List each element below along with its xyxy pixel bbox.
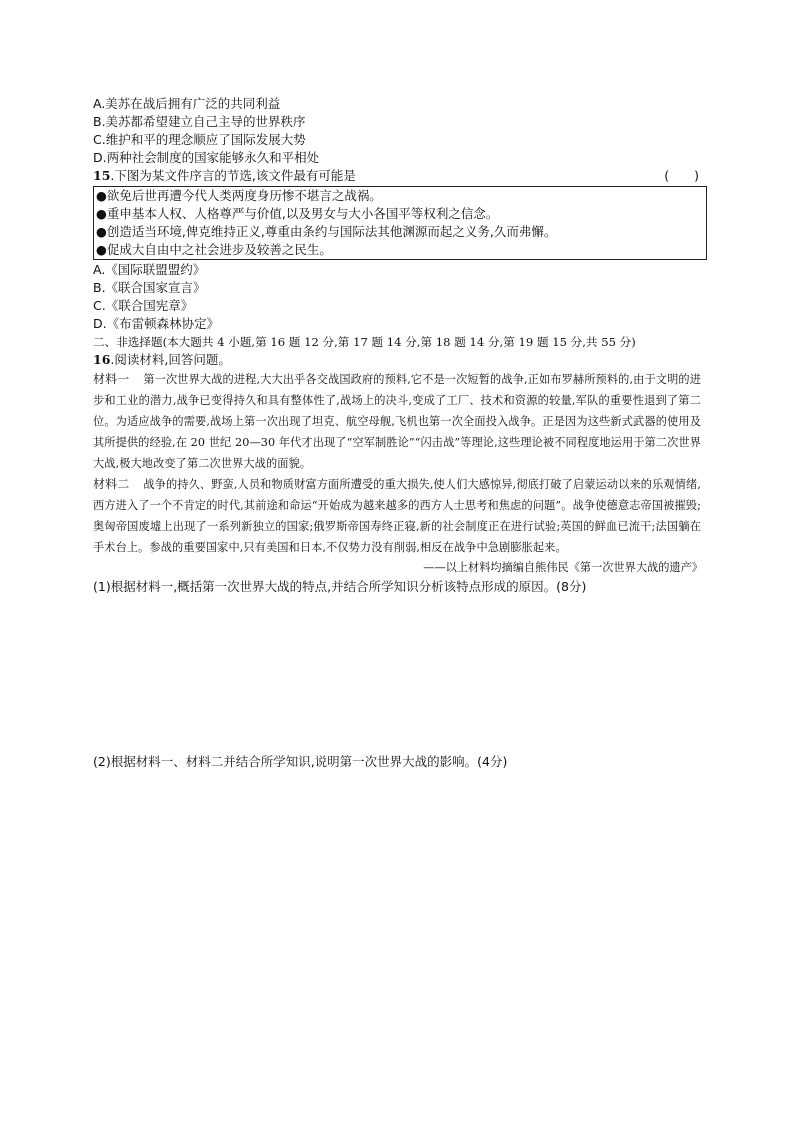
q14-option-c: C.维护和平的理念顺应了国际发展大势 <box>93 132 306 147</box>
q16-subquestion-1: (1)根据材料一,概括第一次世界大战的特点,并结合所学知识分析该特点形成的原因。(8分) <box>93 579 587 594</box>
section-2-heading: 二、非选择题(本大题共 4 小题,第 16 题 12 分,第 17 题 14 分,第 18 题 14 分,第 19 题 15 分,共 55 分) <box>93 335 636 349</box>
q15-option-d: D.《布雷顿森林协定》 <box>93 316 220 331</box>
q15-answer-blank: ( ) <box>664 168 699 183</box>
q14-option-b: B.美苏都希望建立自己主导的世界秩序 <box>93 114 306 129</box>
q16-stem-line <box>93 351 705 369</box>
q15-option-b: B.《联合国家宣言》 <box>93 280 206 295</box>
material-2-label: 材料二 <box>93 477 130 491</box>
material-1-label: 材料一 <box>93 372 130 386</box>
material-2 <box>93 474 701 558</box>
q15-option-c: C.《联合国宪章》 <box>93 298 194 313</box>
q15-excerpt-line: ●促成大自由中之社会进步及较善之民生。 <box>96 242 332 257</box>
q15-stem: .下图为某文件序言的节选,该文件最有可能是 <box>110 168 356 183</box>
q15-excerpt-line: ●欲免后世再遭今代人类两度身历惨不堪言之战祸。 <box>96 188 382 203</box>
q14-option-d: D.两种社会制度的国家能够永久和平相处 <box>93 150 320 165</box>
q15-excerpt-line: ●重申基本人权、人格尊严与价值,以及男女与大小各国平等权利之信念。 <box>96 206 499 221</box>
answer-space-1 <box>93 597 705 752</box>
q14-option-a: A.美苏在战后拥有广泛的共同利益 <box>93 96 281 111</box>
q15-stem-line <box>93 167 705 185</box>
q16-number: 16 <box>93 352 111 367</box>
q15-excerpt-box <box>93 186 707 260</box>
material-1 <box>93 369 701 474</box>
q15-number: 15 <box>93 168 111 183</box>
material-source: ——以上材料均摘编自熊伟民《第一次世界大战的遗产》 <box>423 561 703 574</box>
q15-excerpt-line: ●创造适当环境,俾克维持正义,尊重由条约与国际法其他渊源而起之义务,久而弗懈。 <box>96 224 557 239</box>
q15-option-a: A.《国际联盟盟约》 <box>93 262 206 277</box>
q16-subquestion-2: (2)根据材料一、材料二并结合所学知识,说明第一次世界大战的影响。(4分) <box>93 754 508 769</box>
material-2-text: 战争的持久、野蛮,人员和物质财富方面所遭受的重大损失,使人们大感惊异,彻底打破了启蒙运动以来的乐观情绪,西方进入了一个不肯定的时代,其前途和命运“开始成为越来越多的西方人士思考和焦虑的问题”。战争使德意志帝国被摧毁;奥匈帝国废墟上出现了一系列新独立的国家;俄罗斯帝国寿终正寝,新的社会制度正在进行试验;英国的鲜血已流干;法国躺在手术台上。参战的重要国家中,只有美国和日本,不仅势力没有削弱,相反在战争中急剧膨胀起来。 <box>93 478 701 554</box>
material-1-text: 第一次世界大战的进程,大大出乎各交战国政府的预料,它不是一次短暂的战争,正如布罗赫所预料的,由于文明的进步和工业的潜力,战争已变得持久和具有整体性了,战场上的决斗,变成了工厂、技术和资源的较量,军队的重要性退到了第二位。为适应战争的需要,战场上第一次出现了坦克、航空母舰,飞机也第一次全面投入战争。正是因为这些新式武器的使用及其所提供的经验,在 20 世纪 20—30 年代才出现了“空军制胜论”“闪击战”等理论,这些理论被不同程度地运用于第二次世界大战,极大地改变了第二次世界大战的面貌。 <box>93 373 701 470</box>
q16-stem: .阅读材料,回答问题。 <box>110 352 231 367</box>
exam-page <box>93 95 705 772</box>
